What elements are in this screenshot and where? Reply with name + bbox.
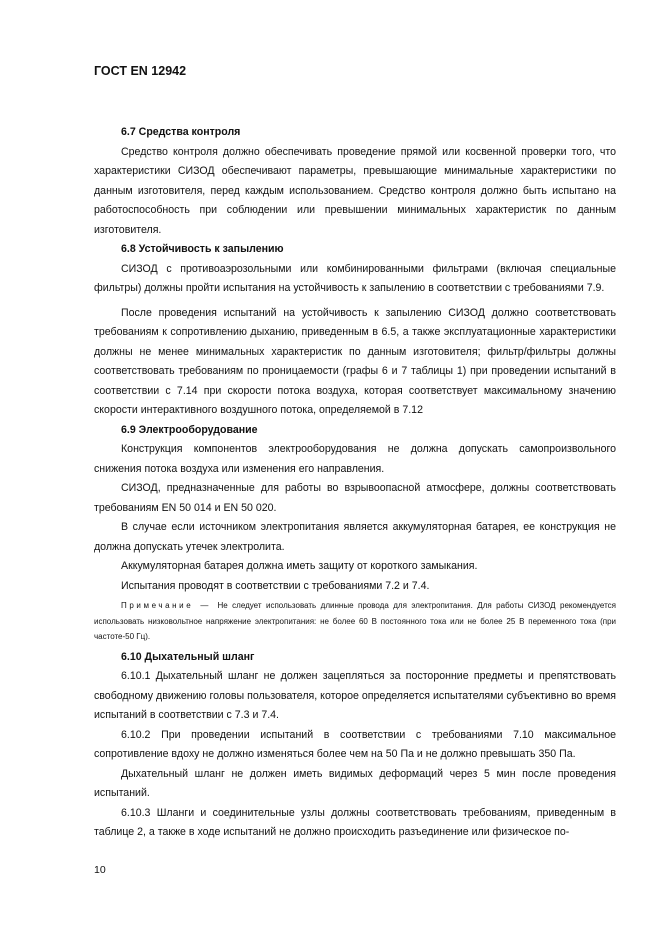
section-heading-6-10: 6.10 Дыхательный шланг bbox=[121, 650, 255, 663]
note-label: Примечание — bbox=[121, 601, 211, 610]
document-body bbox=[94, 123, 616, 843]
page-number: 10 bbox=[94, 864, 106, 876]
paragraph: 6.10.1 Дыхательный шланг не должен зацепляться за посторонние предметы и препятствовать свободному движению головы пользователя, которое определяется испытателями субъективно во время испытаний в соответствии с 7.3 и 7.4. bbox=[94, 670, 616, 721]
section-heading-6-8: 6.8 Устойчивость к запылению bbox=[121, 243, 284, 255]
paragraph: СИЗОД, предназначенные для работы во взрывоопасной атмосфере, должны соответствовать требованиям EN 50 014 и EN 50 020. bbox=[94, 482, 616, 514]
paragraph: 6.10.3 Шланги и соединительные узлы должны соответствовать требованиям, приведенным в таблице 2, а также в ходе испытаний не должно происходить разъединение или физическое по- bbox=[94, 806, 616, 838]
paragraph: В случае если источником электропитания является аккумуляторная батарея, ее конструкция не должна допускать утечек электролита. bbox=[94, 521, 616, 553]
section-heading-6-9: 6.9 Электрооборудование bbox=[121, 423, 258, 436]
note-text: Не следует использовать длинные провода для электропитания. Для работы СИЗОД рекомендуется использовать низковольтное напряжение электропитания: не более 60 В постоянного тока или не более 25 В переменного тока (при частоте-50 Гц). bbox=[94, 601, 617, 641]
paragraph: Средство контроля должно обеспечивать проведение прямой или косвенной проверки того, что характеристики СИЗОД обеспечивают параметры, превышающие минимальные характеристики по данным изготовителя, перед каждым использованием. Средство контроля должно быть испытано на работоспособность при соблюдении или превышении минимальных характеристик по данным изготовителя. bbox=[94, 145, 616, 236]
paragraph: Конструкция компонентов электрооборудования не должна допускать самопроизвольного снижения потока воздуха или изменения его направления. bbox=[94, 443, 616, 475]
paragraph: После проведения испытаний на устойчивость к запылению СИЗОД должно соответствовать требованиям к сопротивлению дыханию, приведенным в 6.5, а также эксплуатационные характеристики должны не менее минимальных характеристик по данным изготовителя; фильтр/фильтры должны соответствовать требованиям по проницаемости (графы 6 и 7 таблицы 1) при проведении испытаний в соответствии с 7.14 при скорости потока воздуха, которая соответствует максимальному значению скорости интерактивного воздушного потока, определяемой в 7.12 bbox=[94, 306, 616, 416]
note bbox=[94, 598, 616, 645]
document-header: ГОСТ EN 12942 bbox=[94, 64, 187, 78]
paragraph: Аккумуляторная батарея должна иметь защиту от короткого замыкания. bbox=[121, 560, 478, 572]
paragraph: 6.10.2 При проведении испытаний в соответствии с требованиями 7.10 максимальное сопротивление вдоху не должно изменяться более чем на 50 Па и не должно превышать 350 Па. bbox=[94, 728, 616, 760]
section-heading-6-7: 6.7 Средства контроля bbox=[121, 126, 241, 138]
paragraph: СИЗОД с противоаэрозольными или комбинированными фильтрами (включая специальные фильтры) должны пройти испытания на устойчивость к запылению в соответствии с требованиями 7.9. bbox=[94, 262, 616, 294]
paragraph: Дыхательный шланг не должен иметь видимых деформаций через 5 мин после проведения испытаний. bbox=[94, 767, 616, 799]
paragraph: Испытания проводят в соответствии с требованиями 7.2 и 7.4. bbox=[121, 579, 430, 592]
